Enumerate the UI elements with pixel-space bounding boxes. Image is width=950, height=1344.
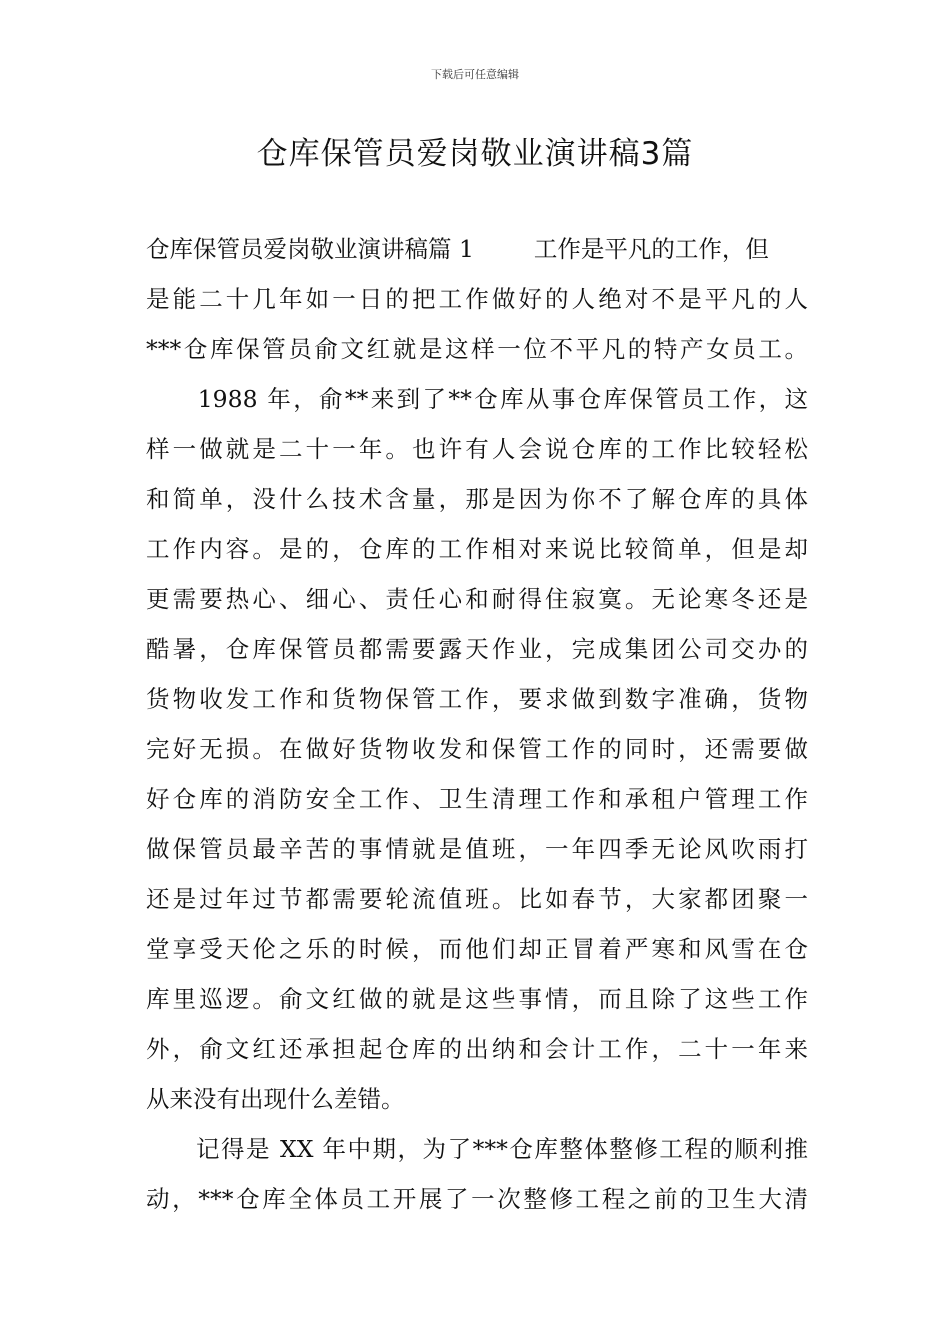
body-line: 和简单，没什么技术含量，那是因为你不了解仓库的具体 [146, 485, 808, 513]
body-line: 酷暑，仓库保管员都需要露天作业，完成集团公司交办的 [146, 635, 808, 663]
body-line: 外，俞文红还承担起仓库的出纳和会计工作，二十一年来 [146, 1035, 808, 1063]
body-line: 库里巡逻。俞文红做的就是这些事情，而且除了这些工作 [146, 985, 808, 1013]
body-line: ***仓库保管员俞文红就是这样一位不平凡的特产女员工。 [146, 335, 808, 363]
body-line-text: 工作是平凡的工作，但 [533, 235, 769, 263]
body-line: 还是过年过节都需要轮流值班。比如春节，大家都团聚一 [146, 885, 808, 913]
body-line: 是能二十几年如一日的把工作做好的人绝对不是平凡的人 [146, 285, 808, 313]
body-line: 好仓库的消防安全工作、卫生清理工作和承租户管理工作 [146, 785, 808, 813]
body-line: 更需要热心、细心、责任心和耐得住寂寞。无论寒冬还是 [146, 585, 808, 613]
body-line [146, 224, 808, 274]
body-line: 1988 年，俞**来到了**仓库从事仓库保管员工作，这 [146, 385, 808, 413]
body-line: 记得是 XX 年中期，为了***仓库整体整修工程的顺利推 [146, 1135, 808, 1163]
body-line: 做保管员最辛苦的事情就是值班，一年四季无论风吹雨打 [146, 835, 808, 863]
body-line: 动，***仓库全体员工开展了一次整修工程之前的卫生大清 [146, 1185, 808, 1213]
body-line: 从来没有出现什么差错。 [146, 1085, 405, 1113]
body-line: 货物收发工作和货物保管工作，要求做到数字准确，货物 [146, 685, 808, 713]
body-line: 样一做就是二十一年。也许有人会说仓库的工作比较轻松 [146, 435, 808, 463]
header-note: 下载后可任意编辑 [431, 68, 519, 81]
section-heading: 仓库保管员爱岗敬业演讲稿篇 1 [146, 235, 474, 263]
document-title: 仓库保管员爱岗敬业演讲稿3篇 [256, 136, 694, 172]
body-line: 完好无损。在做好货物收发和保管工作的同时，还需要做 [146, 735, 808, 763]
body-line: 工作内容。是的，仓库的工作相对来说比较简单，但是却 [146, 535, 808, 563]
document-body [146, 224, 808, 1224]
body-line: 堂享受天伦之乐的时候，而他们却正冒着严寒和风雪在仓 [146, 935, 808, 963]
